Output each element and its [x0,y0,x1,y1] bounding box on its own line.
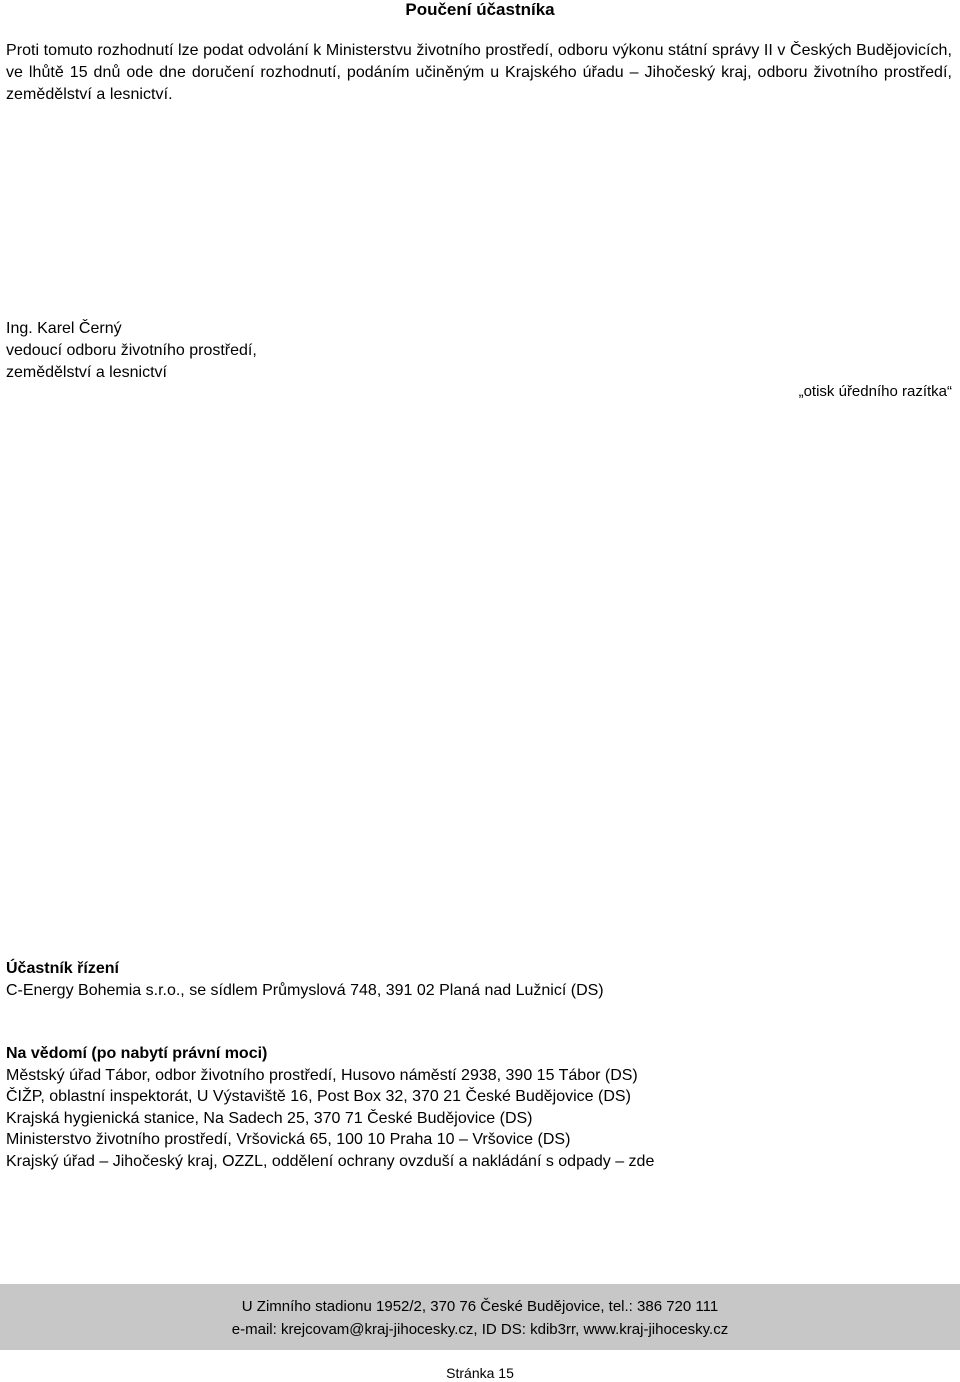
footer-contact: e-mail: krejcovam@kraj-jihocesky.cz, ID DS: kdib3rr, www.kraj-jihocesky.cz [231,1321,729,1338]
appeal-instruction: Proti tomuto rozhodnutí lze podat odvolání k Ministerstvu životního prostředí, odboru výkonu státní správy II v Českých Budějovicích, ve lhůtě 15 dnů ode dne doručení rozhodnutí, podáním učiněným u Krajského úřadu – Jihočeský kraj, odboru životního prostředí, zemědělství a lesnictví. [6,42,952,103]
participant-title: Účastník řízení [6,960,119,977]
notice-recipient: Ministerstvo životního prostředí, Vršovická 65, 100 10 Praha 10 – Vršovice (DS) [6,1131,571,1149]
stamp-placeholder: „otisk úředního razítka“ [798,383,952,400]
signer-block [6,318,257,384]
page-heading: Poučení účastníka [405,0,555,19]
signer-name: Ing. Karel Černý [6,320,122,337]
page-footer [0,1284,960,1350]
notice-recipient: Krajská hygienická stanice, Na Sadech 25, 370 71 České Budějovice (DS) [6,1109,533,1127]
signer-role-line-2: zemědělství a lesnictví [6,364,167,381]
notice-recipient: Městský úřad Tábor, odbor životního prostředí, Husovo náměstí 2938, 390 15 Tábor (DS) [6,1066,638,1084]
notice-section [6,1043,654,1173]
page-number: Stránka 15 [446,1365,514,1381]
signer-role-line-1: vedoucí odboru životního prostředí, [6,342,257,359]
footer-address: U Zimního stadionu 1952/2, 370 76 České Budějovice, tel.: 386 720 111 [241,1298,719,1315]
notice-recipient: ČIŽP, oblastní inspektorát, U Výstaviště 16, Post Box 32, 370 21 České Budějovice (DS) [6,1088,631,1106]
notice-title: Na vědomí (po nabytí právní moci) [6,1045,268,1062]
notice-recipient: Krajský úřad – Jihočeský kraj, OZZL, oddělení ochrany ovzduší a nakládání s odpady – zde [6,1152,655,1170]
participant-section [6,958,604,1002]
participant-entry: C-Energy Bohemia s.r.o., se sídlem Průmyslová 748, 391 02 Planá nad Lužnicí (DS) [6,982,604,999]
